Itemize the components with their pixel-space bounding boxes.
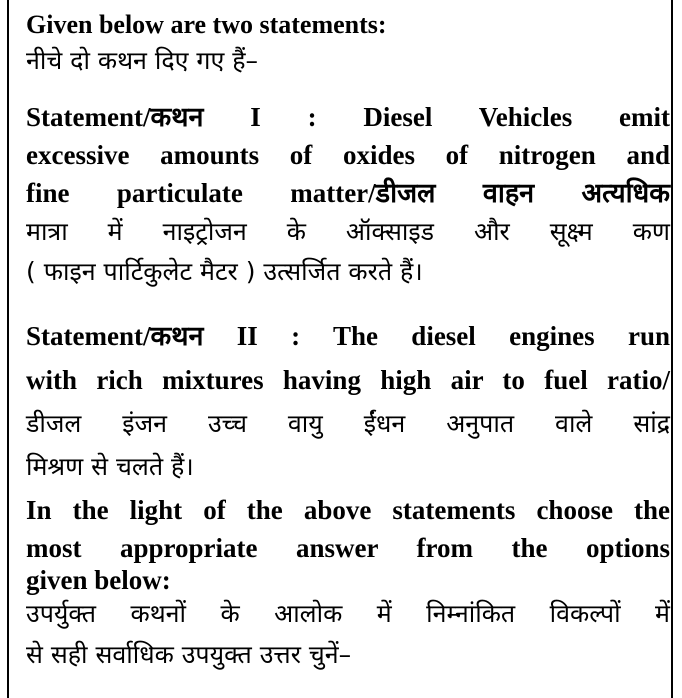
statement-1-line-3: fine particulate matter/डीजल वाहन अत्यधिक (26, 178, 670, 208)
statement-2-line-1: Statement/कथन II : The diesel engines run (26, 321, 670, 351)
statement-2-line-2: with rich mixtures having high air to fuel ratio/ (26, 365, 670, 395)
instruction-line-1: In the light of the above statements choose the (26, 495, 670, 525)
statement-1-line-4: मात्रा में नाइट्रोजन के ऑक्साइड और सूक्ष्म कण (26, 217, 670, 246)
intro-block (26, 10, 670, 80)
instruction-line-4: उपर्युक्त कथनों के आलोक में निम्नांकित विकल्पों में (26, 599, 670, 628)
heading-hindi: नीचे दो कथन दिए गए हैं– (26, 46, 259, 75)
statement-2 (26, 314, 670, 488)
instruction-line-2: most appropriate answer from the options (26, 533, 670, 563)
statement-2-line-3: डीजल इंजन उच्च वायु ईंधन अनुपात वाले सांद्र (26, 409, 670, 438)
statement-1 (26, 98, 670, 292)
statement-2-line-4: मिश्रण से चलते हैं। (26, 452, 194, 481)
instruction-line-3: given below: (26, 565, 171, 595)
instruction-block (26, 490, 670, 676)
heading-english: Given below are two statements: (26, 10, 387, 39)
statement-1-line-2: excessive amounts of oxides of nitrogen and (26, 140, 670, 170)
statement-1-line-5: ( फाइन पार्टिकुलेट मैटर ) उत्सर्जित करते हैं। (26, 257, 423, 286)
instruction-line-5: से सही सर्वाधिक उपयुक्त उत्तर चुनें– (26, 640, 352, 669)
statement-1-line-1: Statement/कथन I : Diesel Vehicles emit (26, 102, 670, 132)
